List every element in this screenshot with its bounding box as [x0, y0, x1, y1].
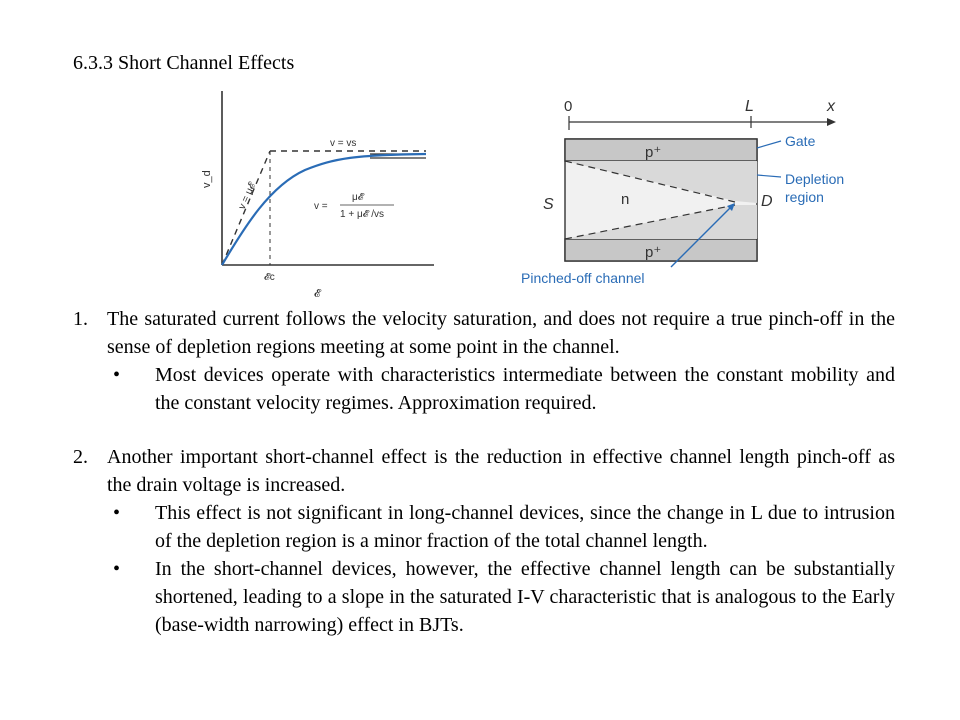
point-1-bullet-1 [113, 361, 895, 417]
body-text [73, 305, 895, 639]
point-2-bullet-2 [113, 555, 895, 639]
y-axis-label: v_d [201, 170, 213, 188]
point-1-text: The saturated current follows the velocity saturation, and does not require a true pinch-off in the sense of depletion regions meeting at some point in the channel. [107, 308, 895, 358]
axis-label: x [827, 98, 835, 115]
length-label: L [745, 98, 754, 115]
formula-denominator: 1 + μ𝓔 /vs [340, 209, 385, 220]
bullet-text: Most devices operate with characteristics intermediate between the constant mobility and the constant velocity regimes. Approximation required. [155, 364, 895, 414]
channel-region-label: n [621, 191, 630, 208]
formula-lhs: v = [314, 201, 328, 212]
point-2-bullet-1 [113, 499, 895, 555]
pinch-label: Pinched-off channel [521, 270, 645, 286]
linear-label: v = μ𝓔 [236, 181, 259, 212]
top-region-label: p⁺ [645, 144, 662, 161]
slide-title: 6.3.3 Short Channel Effects [73, 52, 295, 74]
critical-field-label: 𝓔c [264, 272, 275, 283]
bullet-text: This effect is not significant in long-channel devices, since the change in L due to intrusion of the depletion region is a minor fraction of the total channel length. [155, 502, 895, 552]
point-2-text: Another important short-channel effect is the reduction in effective channel length pinch-off as the drain voltage is increased. [107, 446, 895, 496]
point-2-number: 2. [73, 446, 88, 468]
point-2 [73, 443, 895, 499]
velocity-field-figure [190, 88, 450, 303]
point-1-number: 1. [73, 308, 88, 330]
bottom-region-label: p⁺ [645, 244, 662, 261]
point-1 [73, 305, 895, 361]
depletion-label-2: region [785, 189, 824, 205]
source-label: S [543, 196, 554, 213]
bullet-mark: • [113, 502, 121, 524]
x-axis-label: 𝓔 [314, 288, 321, 300]
formula-numerator: μ𝓔 [352, 192, 364, 203]
saturation-label: v = vs [330, 138, 357, 149]
depletion-label-1: Depletion [785, 171, 845, 187]
channel-figure [505, 95, 865, 295]
origin-label: 0 [564, 98, 573, 115]
gate-label: Gate [785, 133, 816, 149]
drain-label: D [761, 193, 773, 210]
bullet-text: In the short-channel devices, however, the effective channel length can be substantially shortened, leading to a slope in the saturated I-V characteristic that is analogous to the Early (base-width narrowing) effect in BJTs. [155, 558, 895, 636]
bullet-mark: • [113, 558, 121, 580]
bullet-mark: • [113, 364, 121, 386]
